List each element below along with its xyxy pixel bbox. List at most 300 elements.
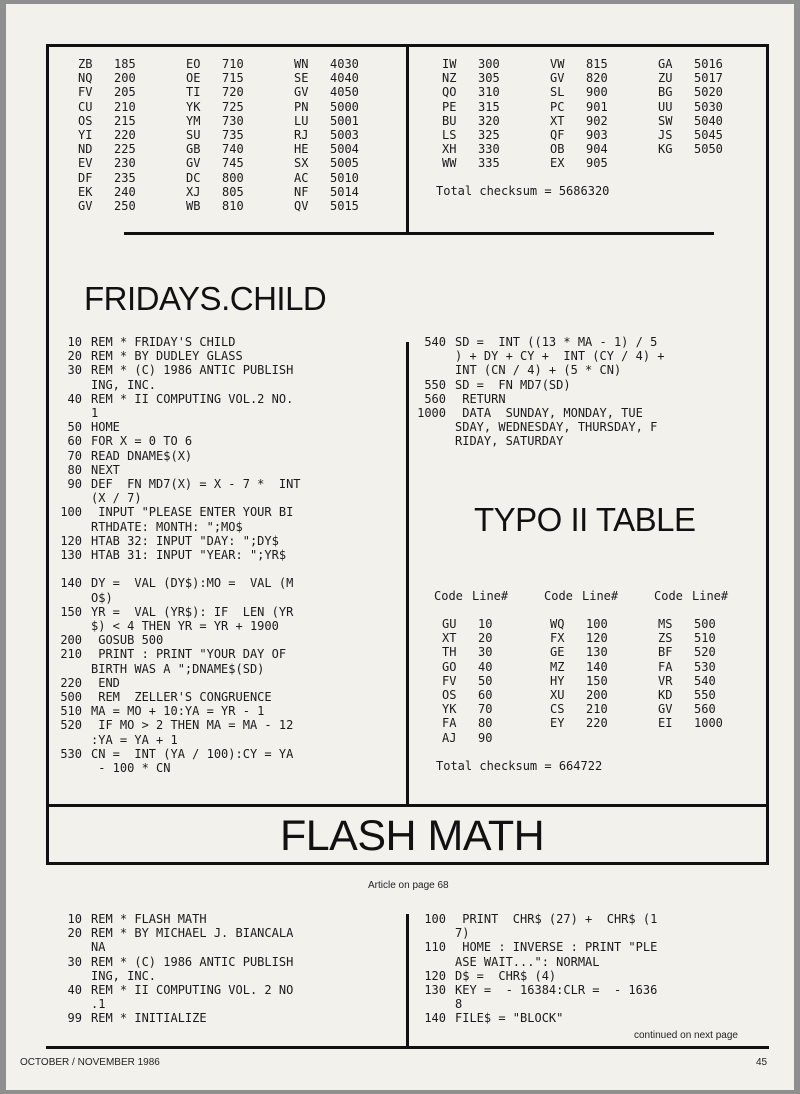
table-cell xyxy=(658,731,694,745)
code-line xyxy=(410,940,657,954)
code-line xyxy=(410,335,665,349)
table-cell: XT xyxy=(442,631,457,646)
table-cell: YI xyxy=(78,127,93,142)
table-cell: 100 xyxy=(586,617,608,631)
line-number xyxy=(46,491,91,505)
magazine-page xyxy=(6,4,794,1090)
code-text: DEF FN MD7(X) = X - 7 * INT xyxy=(91,477,301,492)
table-cell: 335 xyxy=(478,156,500,171)
table-cell: NQ xyxy=(78,71,93,86)
flash-right-border xyxy=(766,804,769,865)
line-number: 30 xyxy=(67,363,82,378)
table-cell: MS xyxy=(658,617,673,631)
line-number xyxy=(46,662,91,676)
table-row xyxy=(442,674,754,688)
code-line xyxy=(46,378,301,392)
code-line xyxy=(46,335,301,349)
table-cell: 210 xyxy=(586,702,608,717)
line-number xyxy=(46,591,91,605)
table-cell: 185 xyxy=(114,57,136,71)
table-cell: 320 xyxy=(478,113,500,128)
bottom-column-divider xyxy=(406,914,409,1046)
code-text: REM * (C) 1986 ANTIC PUBLISH xyxy=(91,363,294,378)
code-text: IF MO > 2 THEN MA = MA - 12 xyxy=(91,718,294,733)
table-cell: 200 xyxy=(114,71,136,86)
line-number xyxy=(46,520,91,534)
code-line xyxy=(46,761,301,775)
table-cell: 903 xyxy=(586,127,608,142)
column-header: Line# xyxy=(692,589,729,603)
table-cell: EV xyxy=(78,156,93,171)
section-divider-3 xyxy=(46,862,769,865)
table-row xyxy=(442,660,754,674)
table-cell: 220 xyxy=(586,716,608,731)
code-text: REM * INITIALIZE xyxy=(91,1011,207,1026)
table-cell: 90 xyxy=(478,730,493,745)
article-reference: Article on page 68 xyxy=(368,880,449,891)
code-line xyxy=(46,912,293,926)
code-line xyxy=(46,969,293,983)
table-cell: 30 xyxy=(478,645,493,660)
code-line xyxy=(46,997,293,1011)
table-row xyxy=(442,688,754,702)
flash-listing-left xyxy=(46,912,293,1026)
table-cell: 510 xyxy=(694,631,716,646)
line-number: 550 xyxy=(424,377,446,392)
line-number: 110 xyxy=(424,940,446,955)
table-cell: 745 xyxy=(222,156,244,171)
code-text: HTAB 32: INPUT "DAY: ";DY$ xyxy=(91,533,279,548)
line-number: 1000 xyxy=(417,406,446,421)
bottom-border xyxy=(46,1046,769,1049)
line-number xyxy=(410,420,455,434)
line-number xyxy=(46,378,91,392)
table-cell: 80 xyxy=(478,716,493,731)
line-number: 540 xyxy=(424,335,446,349)
table-cell: 210 xyxy=(114,99,136,114)
table-cell: 10 xyxy=(478,617,493,631)
table-cell: 205 xyxy=(114,85,136,100)
section-divider-2 xyxy=(46,804,769,807)
table-cell: DC xyxy=(186,170,201,185)
code-line xyxy=(410,926,657,940)
code-text: SD = FN MD7(SD) xyxy=(455,377,571,392)
line-number: 130 xyxy=(424,983,446,998)
line-number: 510 xyxy=(60,704,82,719)
code-text: O$) xyxy=(91,590,113,605)
middle-column-divider xyxy=(406,342,409,807)
typo-table xyxy=(442,617,754,745)
table-cell: 250 xyxy=(114,198,136,213)
line-number xyxy=(46,733,91,747)
table-cell: AJ xyxy=(442,730,457,745)
table-row xyxy=(442,100,754,114)
line-number xyxy=(46,940,91,954)
line-number: 10 xyxy=(67,335,82,349)
table-cell: 325 xyxy=(478,127,500,142)
code-text: MA = MO + 10:YA = YR - 1 xyxy=(91,704,265,719)
table-cell: PC xyxy=(550,99,565,114)
code-text: END xyxy=(91,675,120,690)
table-cell: GO xyxy=(442,659,457,674)
table-cell: 70 xyxy=(478,702,493,717)
table-row xyxy=(78,171,390,185)
table-cell: ZB xyxy=(78,57,93,71)
code-line xyxy=(410,955,657,969)
table-cell: 725 xyxy=(222,99,244,114)
code-text: REM * II COMPUTING VOL.2 NO. xyxy=(91,391,294,406)
table-cell: 140 xyxy=(586,659,608,674)
line-number: 140 xyxy=(424,1011,446,1026)
code-line xyxy=(46,747,301,761)
line-number xyxy=(410,955,455,969)
table-cell: 735 xyxy=(222,127,244,142)
code-line xyxy=(46,940,293,954)
table-cell: LU xyxy=(294,113,309,128)
table-cell: SL xyxy=(550,85,565,100)
table-cell: 5004 xyxy=(330,142,359,157)
code-text: NEXT xyxy=(91,462,120,477)
code-line xyxy=(46,633,301,647)
table-cell: BG xyxy=(658,85,673,100)
line-number: 99 xyxy=(67,1011,82,1026)
code-text: SDAY, WEDNESDAY, THURSDAY, F xyxy=(455,420,658,435)
code-text: $) < 4 THEN YR = YR + 1900 xyxy=(91,619,279,634)
table-cell: WQ xyxy=(550,617,565,631)
table-cell: 5040 xyxy=(694,113,723,128)
code-text: CN = INT (YA / 100):CY = YA xyxy=(91,746,294,761)
table-cell: EY xyxy=(550,716,565,731)
table-cell: 540 xyxy=(694,673,716,688)
table-cell: FV xyxy=(442,673,457,688)
line-number: 70 xyxy=(67,448,82,463)
line-number: 100 xyxy=(424,912,446,926)
code-text: GOSUB 500 xyxy=(91,633,164,648)
line-number: 50 xyxy=(67,420,82,435)
table-cell xyxy=(694,156,754,170)
table-cell: BU xyxy=(442,113,457,128)
code-text: REM * II COMPUTING VOL. 2 NO xyxy=(91,983,294,998)
line-number: 220 xyxy=(60,675,82,690)
table-cell: 560 xyxy=(694,702,716,717)
table-cell: 520 xyxy=(694,645,716,660)
table-cell: QO xyxy=(442,85,457,100)
code-line xyxy=(410,912,657,926)
table-cell: 800 xyxy=(222,170,244,185)
code-line xyxy=(46,619,301,633)
code-text: - 100 * CN xyxy=(91,761,171,776)
table-cell: 5010 xyxy=(330,170,359,185)
table-cell: SU xyxy=(186,127,201,142)
table-cell: 20 xyxy=(478,631,493,646)
line-number: 120 xyxy=(424,968,446,983)
typo-table-title: TYPO II TABLE xyxy=(474,501,696,538)
continued-note: continued on next page xyxy=(634,1030,738,1041)
line-number: 90 xyxy=(67,477,82,492)
line-number xyxy=(46,562,91,576)
table-cell: CU xyxy=(78,99,93,114)
table-cell: GV xyxy=(78,198,93,213)
code-text: REM ZELLER'S CONGRUENCE xyxy=(91,690,272,705)
table-cell: 235 xyxy=(114,170,136,185)
code-line xyxy=(46,534,301,548)
code-line xyxy=(410,363,665,377)
table-cell: MZ xyxy=(550,659,565,674)
table-cell: GV xyxy=(550,71,565,86)
table-cell: 5017 xyxy=(694,71,723,86)
table-row xyxy=(78,199,390,213)
code-line xyxy=(410,392,665,406)
table-cell: WB xyxy=(186,198,201,213)
code-line xyxy=(46,605,301,619)
code-line xyxy=(46,363,301,377)
table-row xyxy=(442,731,754,745)
code-line xyxy=(46,562,301,576)
fridays-listing-right xyxy=(410,335,665,449)
table-cell: 5016 xyxy=(694,57,723,71)
table-row xyxy=(442,156,754,170)
table-cell: WW xyxy=(442,156,457,171)
top-column-divider xyxy=(406,44,409,234)
code-line xyxy=(46,406,301,420)
table-cell: ND xyxy=(78,142,93,157)
code-line xyxy=(46,690,301,704)
table-cell: NZ xyxy=(442,71,457,86)
table-cell: GU xyxy=(442,617,457,631)
fridays-child-title: FRIDAYS.CHILD xyxy=(84,280,327,317)
typo-total-checksum: Total checksum = 664722 xyxy=(436,759,603,773)
code-text: RIDAY, SATURDAY xyxy=(455,434,564,449)
line-number: 140 xyxy=(60,576,82,591)
code-text: ING, INC. xyxy=(91,377,157,392)
code-line xyxy=(46,392,301,406)
code-line xyxy=(46,477,301,491)
line-number: 20 xyxy=(67,926,82,941)
table-row xyxy=(442,617,754,631)
code-line xyxy=(46,548,301,562)
code-text: ) + DY + CY + INT (CY / 4) + xyxy=(455,349,665,364)
table-cell: EO xyxy=(186,57,201,71)
table-cell: 40 xyxy=(478,659,493,674)
line-number xyxy=(46,997,91,1011)
code-text: :YA = YA + 1 xyxy=(91,732,178,747)
table-cell: UU xyxy=(658,99,673,114)
table-cell: 4030 xyxy=(330,57,359,71)
code-text: NA xyxy=(91,940,106,955)
code-line xyxy=(46,676,301,690)
table-cell: AC xyxy=(294,170,309,185)
table-cell: 5050 xyxy=(694,142,723,157)
code-line xyxy=(46,591,301,605)
table-cell: FX xyxy=(550,631,565,646)
code-line xyxy=(46,505,301,519)
code-line xyxy=(410,406,665,420)
table-cell: WN xyxy=(294,57,309,71)
table-cell: 5005 xyxy=(330,156,359,171)
code-text: PRINT : PRINT "YOUR DAY OF xyxy=(91,647,287,662)
line-number: 20 xyxy=(67,349,82,364)
table-row xyxy=(442,57,754,71)
fridays-listing-left xyxy=(46,335,301,775)
code-line xyxy=(46,520,301,534)
code-text: KEY = - 16384:CLR = - 1636 xyxy=(455,983,658,998)
code-line xyxy=(46,491,301,505)
line-number: 530 xyxy=(60,746,82,761)
table-cell xyxy=(550,731,586,745)
table-row xyxy=(442,85,754,99)
table-cell: 5020 xyxy=(694,85,723,100)
line-number: 80 xyxy=(67,462,82,477)
table-cell: 720 xyxy=(222,85,244,100)
table-cell: 60 xyxy=(478,687,493,702)
code-line xyxy=(410,983,657,997)
table-row xyxy=(78,185,390,199)
code-text: READ DNAME$(X) xyxy=(91,448,193,463)
table-cell: ZS xyxy=(658,631,673,646)
table-cell: FV xyxy=(78,85,93,100)
code-line xyxy=(410,434,665,448)
table-cell xyxy=(658,156,694,170)
line-number xyxy=(46,761,91,775)
code-line xyxy=(46,733,301,747)
code-text: DY = VAL (DY$):MO = VAL (M xyxy=(91,576,294,591)
line-number xyxy=(46,406,91,420)
code-text: (X / 7) xyxy=(91,491,142,506)
table-cell: OE xyxy=(186,71,201,86)
table-cell: KG xyxy=(658,142,673,157)
table-cell: XH xyxy=(442,142,457,157)
table-cell: 200 xyxy=(586,687,608,702)
table-cell: KD xyxy=(658,687,673,702)
table-cell: 310 xyxy=(478,85,500,100)
table-cell: SX xyxy=(294,156,309,171)
code-text: SD = INT ((13 * MA - 1) / 5 xyxy=(455,335,658,349)
code-line xyxy=(46,662,301,676)
code-line xyxy=(46,647,301,661)
line-number: 520 xyxy=(60,718,82,733)
line-number: 210 xyxy=(60,647,82,662)
page-number: 45 xyxy=(756,1057,768,1068)
code-line xyxy=(410,1011,657,1025)
table-cell: RJ xyxy=(294,127,309,142)
table-cell: 5003 xyxy=(330,127,359,142)
table-cell: GV xyxy=(186,156,201,171)
flash-math-title: FLASH MATH xyxy=(280,812,545,860)
line-number xyxy=(410,349,455,363)
table-cell: 305 xyxy=(478,71,500,86)
table-row xyxy=(78,71,390,85)
line-number: 10 xyxy=(67,912,82,926)
table-cell: 815 xyxy=(586,57,608,71)
code-text: REM * BY DUDLEY GLASS xyxy=(91,349,243,364)
table-row xyxy=(78,85,390,99)
code-line xyxy=(410,378,665,392)
code-text: INPUT "PLEASE ENTER YOUR BI xyxy=(91,505,294,520)
table-cell: JS xyxy=(658,127,673,142)
table-cell xyxy=(694,731,754,745)
table-cell: VR xyxy=(658,673,673,688)
table-cell: 820 xyxy=(586,71,608,86)
table-row xyxy=(442,645,754,659)
table-cell: GA xyxy=(658,57,673,71)
table-cell: XJ xyxy=(186,184,201,199)
table-cell: 220 xyxy=(114,127,136,142)
table-cell: 905 xyxy=(586,156,608,171)
table-cell: EI xyxy=(658,716,673,731)
code-line xyxy=(410,969,657,983)
table-row xyxy=(78,100,390,114)
table-cell: OS xyxy=(442,687,457,702)
table-cell: NF xyxy=(294,184,309,199)
table-cell: 500 xyxy=(694,617,716,631)
table-cell: 1000 xyxy=(694,716,723,731)
table-cell: 902 xyxy=(586,113,608,128)
table-row xyxy=(442,716,754,730)
line-number xyxy=(410,926,455,940)
line-number: 120 xyxy=(60,533,82,548)
table-cell: FA xyxy=(442,716,457,731)
table-cell: 240 xyxy=(114,184,136,199)
table-cell: XU xyxy=(550,687,565,702)
table-cell: EX xyxy=(550,156,565,171)
table-cell: 715 xyxy=(222,71,244,86)
table-cell: HY xyxy=(550,673,565,688)
code-line xyxy=(46,434,301,448)
code-text: ASE WAIT...": NORMAL xyxy=(455,954,600,969)
table-cell: 5001 xyxy=(330,113,359,128)
table-cell: 150 xyxy=(586,673,608,688)
table-cell: TI xyxy=(186,85,201,100)
column-header: Code xyxy=(434,589,463,603)
code-text: REM * (C) 1986 ANTIC PUBLISH xyxy=(91,954,294,969)
table-cell: EK xyxy=(78,184,93,199)
table-cell: 810 xyxy=(222,198,244,213)
table-row xyxy=(442,702,754,716)
line-number xyxy=(46,619,91,633)
code-text: ING, INC. xyxy=(91,968,157,983)
table-cell: 805 xyxy=(222,184,244,199)
table-cell: 900 xyxy=(586,85,608,100)
checksum-table-left xyxy=(78,57,390,213)
code-text: 7) xyxy=(455,926,470,941)
line-number xyxy=(46,969,91,983)
table-cell: 225 xyxy=(114,142,136,157)
table-cell: BF xyxy=(658,645,673,660)
table-cell: 5014 xyxy=(330,184,359,199)
table-cell: 330 xyxy=(478,142,500,157)
table-cell: SE xyxy=(294,71,309,86)
code-line xyxy=(46,1011,293,1025)
code-line xyxy=(410,420,665,434)
column-header: Line# xyxy=(582,589,619,603)
code-line xyxy=(410,349,665,363)
table-cell: HE xyxy=(294,142,309,157)
code-text: FILE$ = "BLOCK" xyxy=(455,1011,564,1026)
code-text xyxy=(91,562,98,576)
table-cell: VW xyxy=(550,57,565,71)
column-header: Code xyxy=(654,589,683,603)
code-text: DATA SUNDAY, MONDAY, TUE xyxy=(455,406,643,421)
table-cell: GV xyxy=(294,85,309,100)
table-row xyxy=(78,142,390,156)
table-cell: 120 xyxy=(586,631,608,646)
code-line xyxy=(46,349,301,363)
code-line xyxy=(46,420,301,434)
top-total-checksum: Total checksum = 5686320 xyxy=(436,184,610,198)
table-cell: 901 xyxy=(586,99,608,114)
column-header: Line# xyxy=(472,589,509,603)
table-row xyxy=(442,71,754,85)
